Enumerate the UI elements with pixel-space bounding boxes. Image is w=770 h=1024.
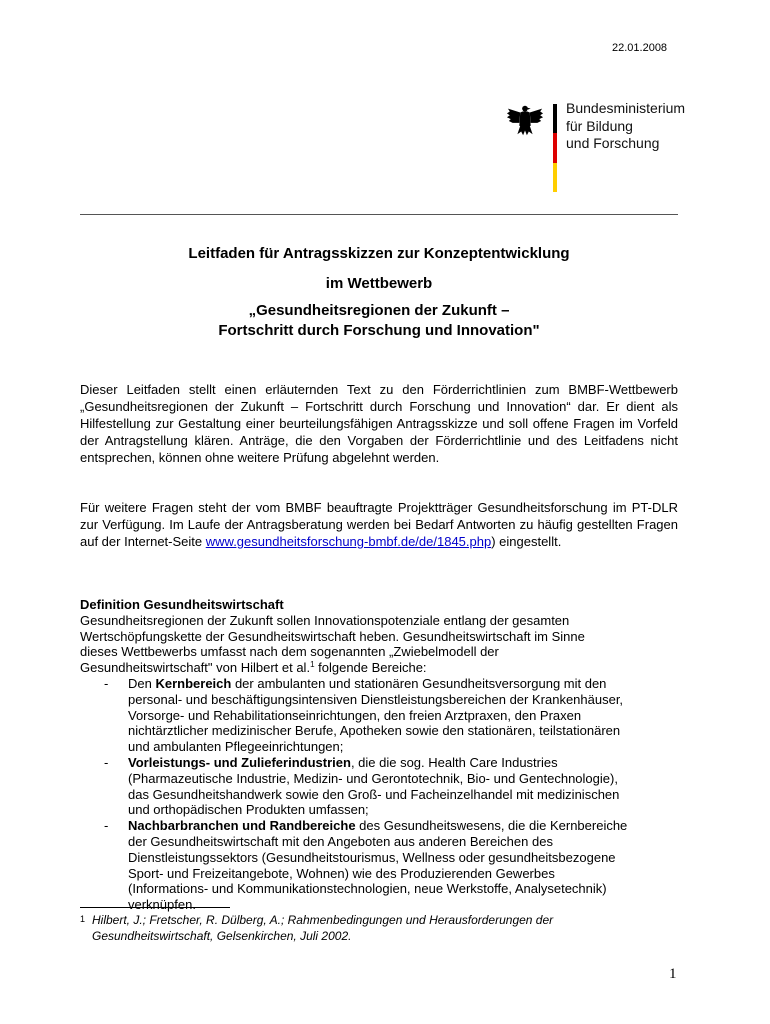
federal-eagle-icon [506,102,544,140]
bullet-post: der ambulanten und stationären Gesundheitsversorgung mit den [231,675,607,691]
definition-line: dieses Wettbewerbs umfasst nach dem sogenannten „Zwiebelmodell der [80,644,499,660]
bullet-line: (Pharmazeutische Industrie, Medizin- und Gerontotechnik, Bio- und Gentechnologie), [128,770,618,786]
bullet-line: Vorsorge- und Rehabilitationseinrichtungen, den freien Arztpraxen, den Praxen [128,707,582,723]
definition-line: Wertschöpfungskette der Gesundheitswirtschaft heben. Gesundheitswirtschaft im Sinne [80,628,585,644]
footnote-marker: 1 [80,914,86,924]
footnote-ref: 1 [310,660,315,670]
intro-text-1: Dieser Leitfaden stellt einen erläuternden Text zu den Förderrichtlinien zum BMBF-Wettbewerb „Gesundheitsregionen der Zukunft – Fortschritt durch Forschung und Innovation“ dar. Er dient als Hilfestellung zur Gestaltung einer beurteilungsfähigen Antragsskizze und soll offene Fragen im Vorfeld der Antragstellung klären. Anträge, die den Vorgaben der Förderrichtlinie und des Leitfadens nicht entsprechen, können ohne weitere Prüfung abgelehnt werden. [80,382,678,465]
faq-link[interactable]: www.gesundheitsforschung-bmbf.de/de/1845.php [205,534,492,549]
list-item [80,755,680,818]
title-line-3: „Gesundheitsregionen der Zukunft – [248,302,510,319]
definition-line [80,660,680,676]
bullet-dash: - [104,675,109,691]
bullet-line: verknüpfen. [128,897,196,913]
footnote-line: Gesundheitswirtschaft, Gelsenkirchen, Juli 2002. [92,929,352,943]
bullet-term: Kernbereich [155,675,232,691]
footnote-divider [80,907,230,908]
bullet-line: und orthopädischen Produkten umfassen; [128,802,369,818]
intro-paragraph-1 [80,381,678,466]
title-line-1: Leitfaden für Antragsskizzen zur Konzeptentwicklung [188,245,570,262]
bullet-post: des Gesundheitswesens, die die Kernbereiche [355,818,628,834]
bullet-line: Dienstleistungssektors (Gesundheitstourismus, Wellness oder gesundheitsbezogene [128,849,616,865]
ministry-line: für Bildung [566,117,633,134]
title-line-2: im Wettbewerb [325,275,433,292]
ministry-logo [506,100,706,194]
bullet-dash: - [104,754,109,770]
bullet-line: personal- und beschäftigungsintensiven Dienstleistungsbereichen der Krankenhäuser, [128,691,624,707]
bullet-line: das Gesundheitshandwerk sowie den Groß- und Facheinzelhandel mit medizinischen [128,786,620,802]
definition-line: Gesundheitsregionen der Zukunft sollen Innovationspotenziale entlang der gesamten [80,612,570,628]
bullet-line: nichtärztlicher medizinischer Berufe, Apotheken sowie den stationären, teilstationären [128,723,621,739]
definition-last-text: Gesundheitswirtschaft" von Hilbert et al. [80,660,311,676]
flag-stripe-black [553,104,557,133]
bullet-dash: - [104,818,109,834]
bullet-pre: Den [128,675,156,691]
intro-text-2: Für weitere Fragen steht der vom BMBF beauftragte Projektträger Gesundheitsforschung im PT-DLR zur Verfügung. Im Laufe der Antragsberatung werden bei Bedarf Antworten zu häufig gestellten Fragen auf der Internet-Seite [80,500,678,549]
bullet-line: und ambulanten Pflegeeinrichtungen; [128,739,344,755]
sector-list [80,676,680,913]
title-line-4: Fortschritt durch Forschung und Innovation" [218,322,540,339]
ministry-name [566,100,685,153]
flag-bar [553,104,557,192]
bullet-line: (Informations- und Kommunikationstechnologien, neue Werkstoffe, Analysetechnik) [128,881,607,897]
flag-stripe-gold [553,163,557,192]
definition-heading: Definition Gesundheitswirtschaft [80,597,284,612]
header-divider [80,214,678,215]
intro-paragraph-2 [80,499,678,550]
footnote [80,912,640,944]
flag-stripe-red [553,133,557,162]
definition-last-end: folgende Bereiche: [314,660,427,676]
footnote-line: Hilbert, J.; Fretscher, R. Dülberg, A.; Rahmenbedingungen und Herausforderungen der [92,913,554,927]
bullet-term: Vorleistungs- und Zulieferindustrien [128,754,351,770]
page-number: 1 [669,966,677,982]
definition-section [80,597,680,913]
intro-text-2-end: ) eingestellt. [491,534,562,549]
document-date: 22.01.2008 [612,42,668,54]
bullet-line: Sport- und Freizeitangebote, Wohnen) wie des Produzierenden Gewerbes [128,865,555,881]
bullet-term: Nachbarbranchen und Randbereiche [128,818,356,834]
ministry-line: Bundesministerium [566,100,686,116]
list-item [80,676,680,755]
bullet-line: der Gesundheitswirtschaft mit den Angeboten aus anderen Bereichen des [128,833,553,849]
list-item [80,818,680,913]
ministry-line: und Forschung [566,135,660,151]
bullet-post: , die die sog. Health Care Industries [350,754,558,770]
